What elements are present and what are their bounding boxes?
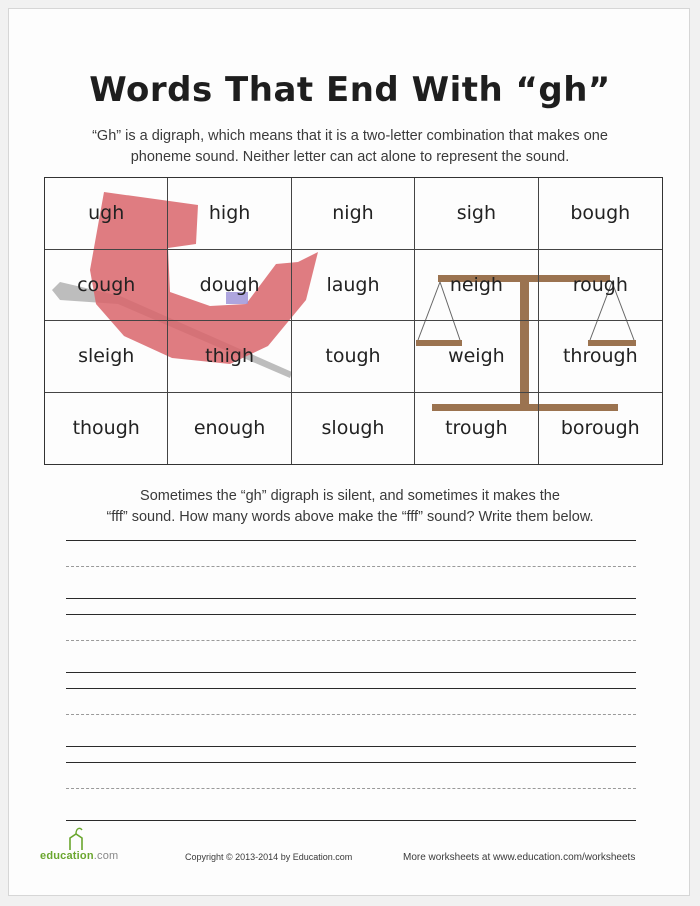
solid-guide-line [66, 688, 636, 689]
solid-guide-line [66, 540, 636, 541]
word-cell: sigh [415, 178, 538, 250]
writing-area [66, 540, 636, 836]
writing-line[interactable] [66, 540, 636, 614]
education-logo[interactable] [40, 850, 118, 862]
word-cell: cough [45, 250, 168, 322]
solid-guide-line [66, 820, 636, 821]
solid-guide-line [66, 762, 636, 763]
word-cell: ugh [45, 178, 168, 250]
solid-guide-line [66, 672, 636, 673]
logo-suffix: .com [93, 850, 119, 862]
word-cell: though [45, 393, 168, 465]
intro-line-2: phoneme sound. Neither letter can act alone to represent the sound. [130, 149, 570, 165]
word-cell: enough [168, 393, 291, 465]
word-cell: tough [292, 321, 415, 393]
word-cell: thigh [168, 321, 291, 393]
solid-guide-line [66, 598, 636, 599]
word-cell: dough [168, 250, 291, 322]
more-worksheets-link[interactable]: More worksheets at www.education.com/worksheets [403, 852, 636, 863]
solid-guide-line [66, 746, 636, 747]
word-cell: borough [560, 417, 640, 440]
solid-guide-line [66, 614, 636, 615]
word-grid [44, 177, 663, 465]
word-cell: neigh [415, 250, 538, 322]
writing-line[interactable] [66, 762, 636, 836]
education-logo-icon [64, 826, 94, 852]
word-cell: trough [415, 393, 538, 465]
dashed-guide-line [66, 714, 636, 715]
dashed-guide-line [66, 640, 636, 641]
word-cell: bough [539, 178, 662, 250]
writing-line[interactable] [66, 688, 636, 762]
word-cell: rough [539, 250, 662, 322]
question-line-1: Sometimes the “gh” digraph is silent, and sometimes it makes the [140, 488, 560, 504]
word-cell: nigh [292, 178, 415, 250]
word-cell: laugh [292, 250, 415, 322]
logo-main: education [40, 850, 94, 862]
word-cell: weigh [415, 321, 538, 393]
question-line-2: “fff” sound. How many words above make the “fff” sound? Write them below. [106, 509, 594, 525]
worksheet-title: Words That End With “gh” [89, 70, 611, 110]
writing-line[interactable] [66, 614, 636, 688]
word-cell: high [168, 178, 291, 250]
question-text [60, 486, 640, 528]
word-cell: through [539, 321, 662, 393]
dashed-guide-line [66, 788, 636, 789]
word-cell: sleigh [45, 321, 168, 393]
copyright-text: Copyright © 2013-2014 by Education.com [185, 852, 353, 862]
dashed-guide-line [66, 566, 636, 567]
word-cell: slough [292, 393, 415, 465]
intro-line-1: “Gh” is a digraph, which means that it is a two-letter combination that makes one [92, 128, 608, 144]
